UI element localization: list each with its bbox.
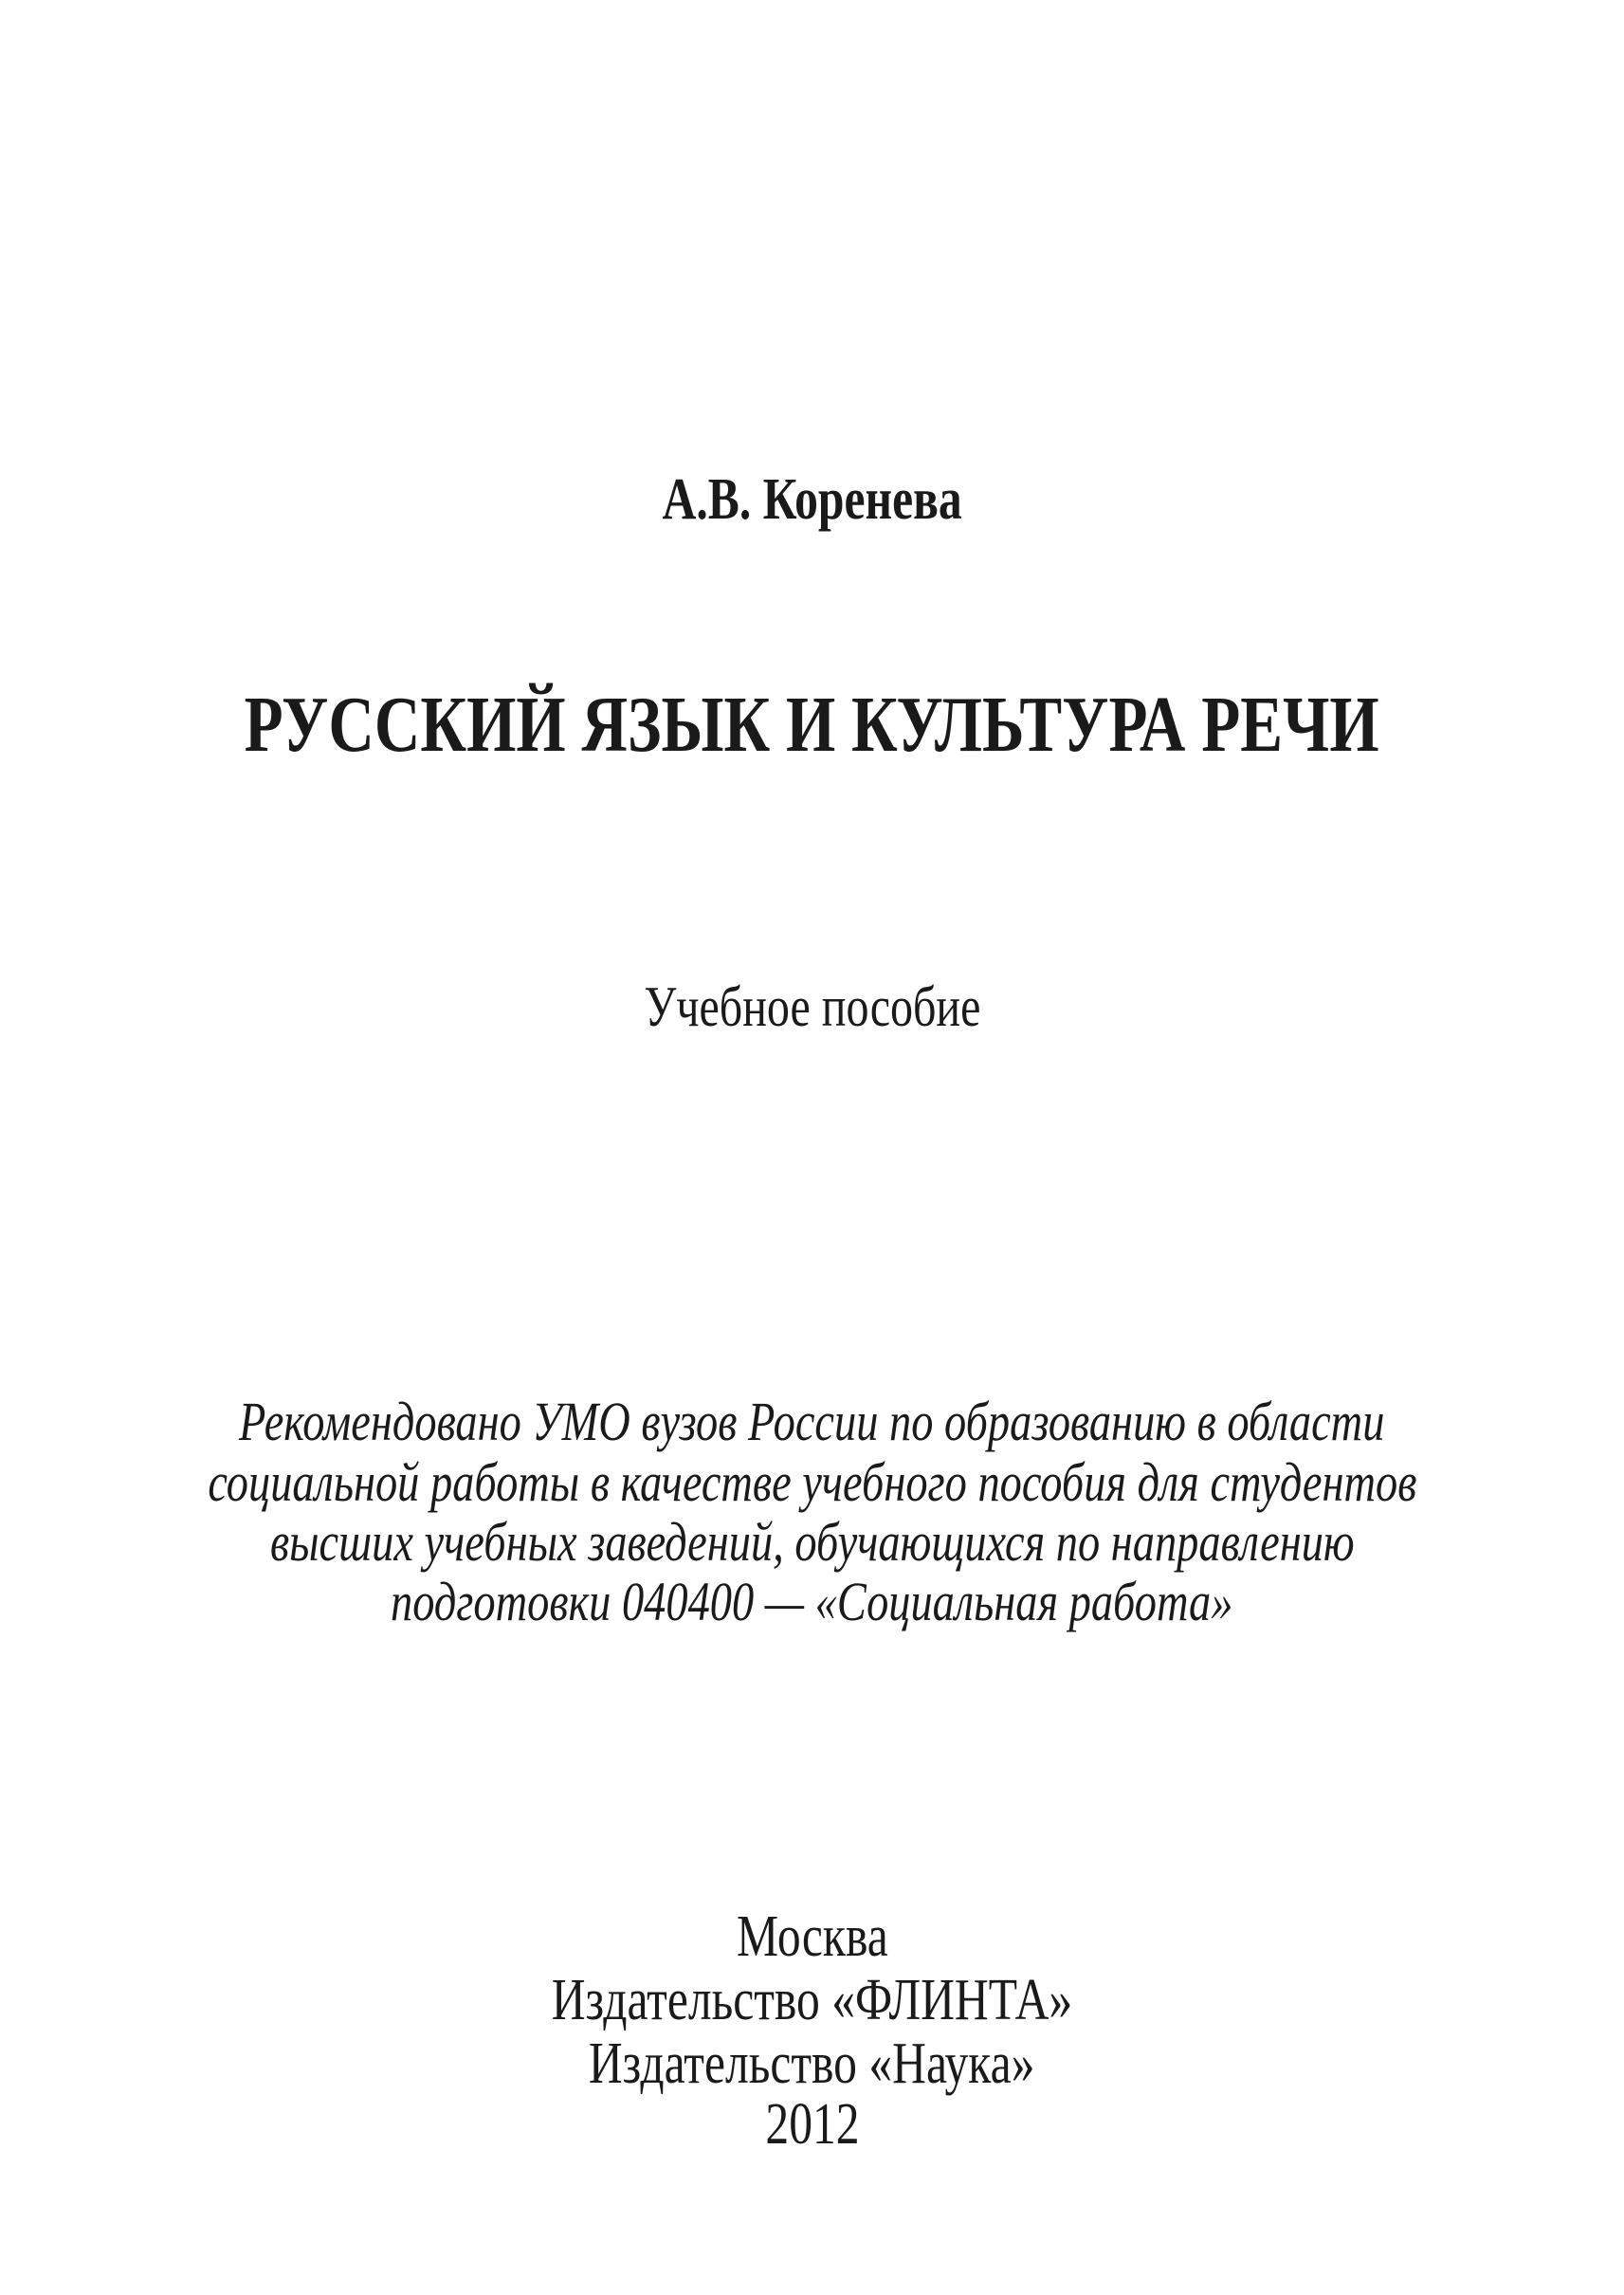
recommendation-text: Рекомендовано УМО вузов России по образованию в области xyxy=(239,1391,1385,1452)
book-title-text: РУССКИЙ ЯЗЫК И КУЛЬТУРА РЕЧИ xyxy=(244,681,1380,769)
imprint-publisher-1 xyxy=(0,1967,1624,2034)
imprint-year xyxy=(0,2091,1624,2158)
recommendation-text: социальной работы в качестве учебного пособия для студентов xyxy=(207,1451,1416,1513)
imprint-publisher-2 xyxy=(0,2031,1624,2098)
imprint-city-text: Москва xyxy=(736,1904,888,1969)
book-title xyxy=(0,679,1624,771)
recommendation-text: подготовки 040400 — «Социальная работа» xyxy=(391,1571,1233,1632)
author-name xyxy=(0,466,1624,534)
recommendation-line xyxy=(0,1570,1624,1633)
recommendation-line xyxy=(0,1450,1624,1514)
imprint-publisher-2-text: Издательство «Наука» xyxy=(589,2031,1035,2096)
imprint-year-text: 2012 xyxy=(764,2092,860,2157)
recommendation-line xyxy=(0,1510,1624,1574)
book-subtitle-text: Учебное пособие xyxy=(643,975,981,1038)
recommendation-text: высших учебных заведений, обучающихся по направлению xyxy=(269,1511,1355,1573)
imprint-publisher-1-text: Издательство «ФЛИНТА» xyxy=(551,1968,1073,2032)
author-text: А.В. Коренева xyxy=(662,467,962,532)
recommendation-line xyxy=(0,1390,1624,1453)
book-subtitle xyxy=(0,974,1624,1040)
imprint-city xyxy=(0,1903,1624,1971)
